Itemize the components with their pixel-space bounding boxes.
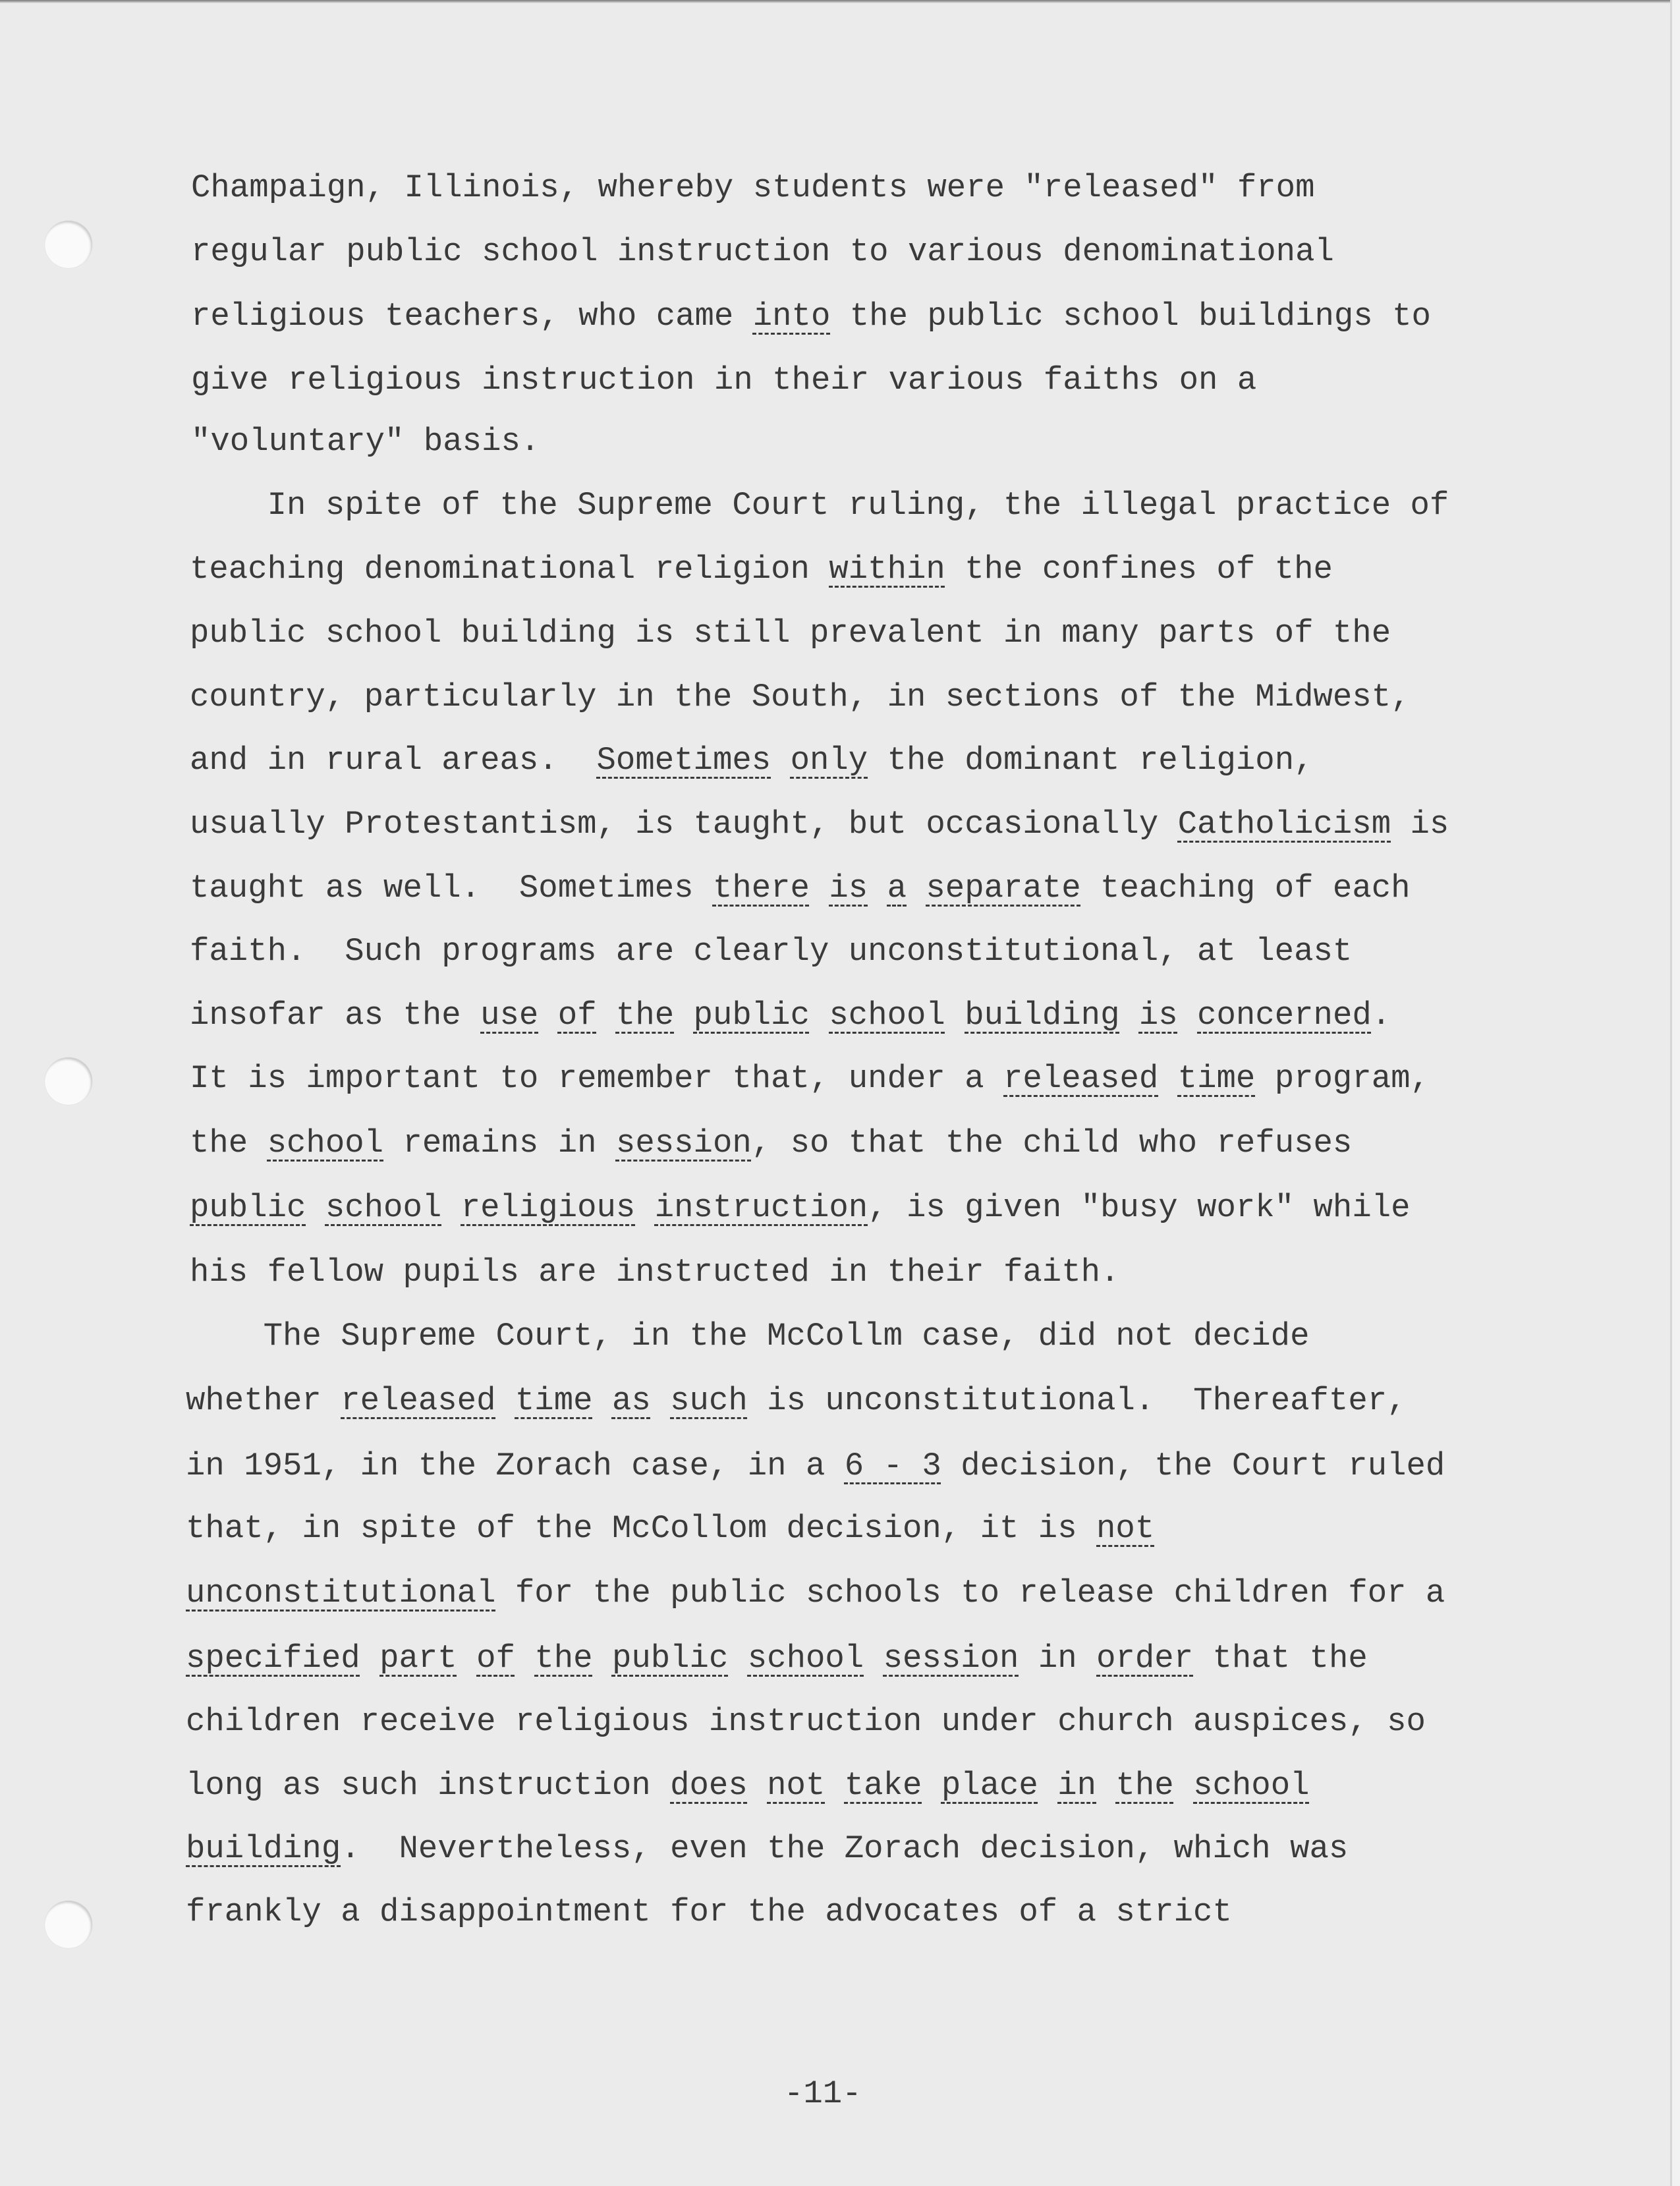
text-segment: [922, 1767, 941, 1804]
text-segment: It is important to remember that, under a: [190, 1060, 1004, 1097]
page-right-edge: [1670, 0, 1672, 2186]
text-segment: [1038, 1767, 1057, 1804]
text-line: [186, 1766, 1310, 1805]
text-segment: the public school buildings to: [830, 298, 1431, 335]
text-segment: faith. Such programs are clearly unconstitutional, at least: [190, 933, 1353, 970]
text-segment: [515, 1640, 534, 1677]
underlined-text: school: [325, 1189, 442, 1226]
text-segment: [1096, 1767, 1115, 1804]
text-segment: [593, 1382, 612, 1419]
text-line: [190, 932, 1352, 971]
punch-hole-icon: [45, 221, 92, 268]
underlined-text: there: [712, 870, 810, 907]
text-line: [191, 232, 1334, 271]
underlined-text: session: [615, 1125, 752, 1162]
text-line: [190, 995, 1391, 1035]
text-segment: children receive religious instruction under church auspices, so: [186, 1703, 1426, 1740]
text-segment: in 1951, in the Zorach case, in a: [186, 1447, 845, 1484]
underlined-text: within: [829, 551, 945, 588]
underlined-text: as: [611, 1382, 651, 1419]
text-line: [186, 1573, 1445, 1613]
text-segment: [825, 1767, 844, 1804]
underlined-text: the: [534, 1640, 593, 1677]
text-segment: [457, 1640, 476, 1677]
text-segment: in: [1019, 1640, 1097, 1677]
underlined-text: building: [965, 997, 1120, 1034]
underlined-text: concerned: [1197, 997, 1372, 1034]
text-segment: and in rural areas.: [190, 742, 597, 779]
page-number: -11-: [784, 2075, 862, 2112]
text-segment: [1178, 997, 1197, 1034]
underlined-text: time: [515, 1382, 593, 1419]
underlined-text: public: [611, 1640, 729, 1677]
underlined-text: specified: [186, 1640, 360, 1677]
text-segment: [945, 997, 965, 1034]
underlined-text: session: [883, 1640, 1019, 1677]
text-segment: [360, 1640, 379, 1677]
text-segment: his fellow pupils are instructed in their faith.: [190, 1254, 1120, 1291]
text-segment: program,: [1255, 1060, 1430, 1097]
text-segment: [597, 997, 616, 1034]
underlined-text: public: [190, 1189, 306, 1226]
text-segment: that, in spite of the McCollom decision, it is: [186, 1510, 1097, 1547]
text-line: [190, 1252, 1119, 1292]
text-segment: . Nevertheless, even the Zorach decision, which was: [341, 1830, 1349, 1867]
underlined-text: time: [1177, 1060, 1256, 1097]
text-line: [190, 677, 1411, 717]
text-line: [186, 1509, 1154, 1548]
text-segment: [771, 742, 790, 779]
underlined-text: Sometimes: [596, 742, 771, 779]
text-segment: .: [1371, 997, 1391, 1034]
text-line: [190, 804, 1449, 844]
underlined-text: does: [670, 1767, 748, 1804]
text-segment: In spite of the Supreme Court ruling, the illegal practice of: [190, 487, 1449, 524]
text-segment: [868, 870, 887, 907]
underlined-text: of: [476, 1640, 515, 1677]
text-segment: [748, 1767, 767, 1804]
text-segment: , so that the child who refuses: [751, 1125, 1353, 1162]
underlined-text: the: [1115, 1767, 1174, 1804]
text-segment: [1119, 997, 1138, 1034]
text-segment: long as such instruction: [186, 1767, 671, 1804]
underlined-text: instruction: [654, 1189, 868, 1226]
text-line: [186, 1702, 1426, 1741]
text-segment: [907, 870, 926, 907]
underlined-text: school: [747, 1640, 864, 1677]
underlined-text: order: [1096, 1640, 1194, 1677]
text-line: [190, 486, 1449, 525]
text-segment: usually Protestantism, is taught, but occasionally: [190, 806, 1178, 843]
text-segment: for the public schools to release children for a: [495, 1575, 1445, 1611]
text-segment: country, particularly in the South, in sections of the Midwest,: [190, 679, 1411, 715]
text-line: [191, 422, 540, 461]
underlined-text: Catholicism: [1177, 806, 1391, 843]
underlined-text: not: [767, 1767, 826, 1804]
text-segment: the dominant religion,: [868, 742, 1314, 779]
text-line: [190, 868, 1411, 908]
text-segment: remains in: [383, 1125, 616, 1162]
text-segment: [810, 870, 829, 907]
underlined-text: part: [379, 1640, 457, 1677]
underlined-text: school: [1193, 1767, 1310, 1804]
text-segment: [810, 997, 829, 1034]
scan-margin-strip: [1672, 0, 1680, 2186]
underlined-text: school: [829, 997, 945, 1034]
underlined-text: into: [752, 298, 831, 335]
text-segment: that the: [1193, 1640, 1368, 1677]
underlined-text: school: [267, 1125, 384, 1162]
underlined-text: a: [887, 870, 907, 907]
text-segment: [1174, 1767, 1193, 1804]
text-line: [190, 1188, 1411, 1227]
text-line: [186, 1892, 1232, 1932]
text-line: [191, 360, 1256, 400]
text-segment: the confines of the: [945, 551, 1333, 588]
underlined-text: the: [615, 997, 675, 1034]
text-segment: "voluntary" basis.: [191, 423, 540, 460]
underlined-text: take: [844, 1767, 922, 1804]
text-line: [190, 741, 1314, 780]
text-segment: The Supreme Court, in the McCollm case, did not decide: [186, 1318, 1310, 1355]
text-segment: Champaign, Illinois, whereby students were "released" from: [191, 169, 1315, 206]
underlined-text: in: [1057, 1767, 1097, 1804]
text-line: [186, 1829, 1348, 1868]
text-segment: teaching of each: [1080, 870, 1411, 907]
text-segment: [728, 1640, 747, 1677]
text-line: [190, 1123, 1352, 1163]
text-segment: [651, 1382, 670, 1419]
text-segment: [674, 997, 693, 1034]
punch-hole-icon: [45, 1901, 92, 1948]
text-line: [190, 549, 1333, 589]
text-segment: give religious instruction in their various faiths on a: [191, 362, 1257, 399]
text-segment: teaching denominational religion: [190, 551, 829, 588]
underlined-text: such: [670, 1382, 748, 1419]
text-segment: [538, 997, 557, 1034]
underlined-text: public: [693, 997, 810, 1034]
text-line: [186, 1381, 1407, 1420]
underlined-text: religious: [461, 1189, 636, 1226]
underlined-text: unconstitutional: [186, 1575, 496, 1611]
text-segment: [864, 1640, 883, 1677]
text-segment: [593, 1640, 612, 1677]
underlined-text: of: [557, 997, 597, 1034]
text-line: [191, 168, 1314, 208]
underlined-text: use: [480, 997, 539, 1034]
text-line: [186, 1316, 1309, 1356]
text-segment: , is given "busy work" while: [868, 1189, 1411, 1226]
punch-hole-icon: [45, 1057, 92, 1105]
text-segment: taught as well. Sometimes: [190, 870, 713, 907]
underlined-text: building: [186, 1830, 341, 1867]
text-line: [190, 1059, 1430, 1098]
text-segment: regular public school instruction to various denominational: [191, 233, 1334, 270]
text-segment: [496, 1382, 515, 1419]
text-segment: decision, the Court ruled: [941, 1447, 1445, 1484]
text-line: [186, 1446, 1445, 1486]
text-segment: [306, 1189, 325, 1226]
text-line: [191, 296, 1431, 336]
underlined-text: released: [341, 1382, 496, 1419]
text-segment: public school building is still prevalent in many parts of the: [190, 615, 1391, 652]
underlined-text: released: [1003, 1060, 1159, 1097]
text-line: [190, 613, 1391, 653]
text-segment: [1158, 1060, 1177, 1097]
underlined-text: 6 - 3: [844, 1447, 941, 1484]
text-segment: is unconstitutional. Thereafter,: [747, 1382, 1407, 1419]
text-segment: religious teachers, who came: [191, 298, 753, 335]
underlined-text: place: [941, 1767, 1038, 1804]
underlined-text: is: [829, 870, 868, 907]
text-line: [186, 1639, 1368, 1678]
text-segment: the: [190, 1125, 267, 1162]
text-segment: insofar as the: [190, 997, 481, 1034]
text-segment: [635, 1189, 654, 1226]
page-top-edge: [0, 0, 1680, 3]
underlined-text: is: [1138, 997, 1178, 1034]
text-segment: frankly a disappointment for the advocates of a strict: [186, 1893, 1232, 1930]
underlined-text: not: [1096, 1510, 1155, 1547]
text-segment: whether: [186, 1382, 341, 1419]
text-segment: is: [1391, 806, 1449, 843]
underlined-text: only: [790, 742, 868, 779]
underlined-text: separate: [926, 870, 1081, 907]
text-segment: [441, 1189, 461, 1226]
